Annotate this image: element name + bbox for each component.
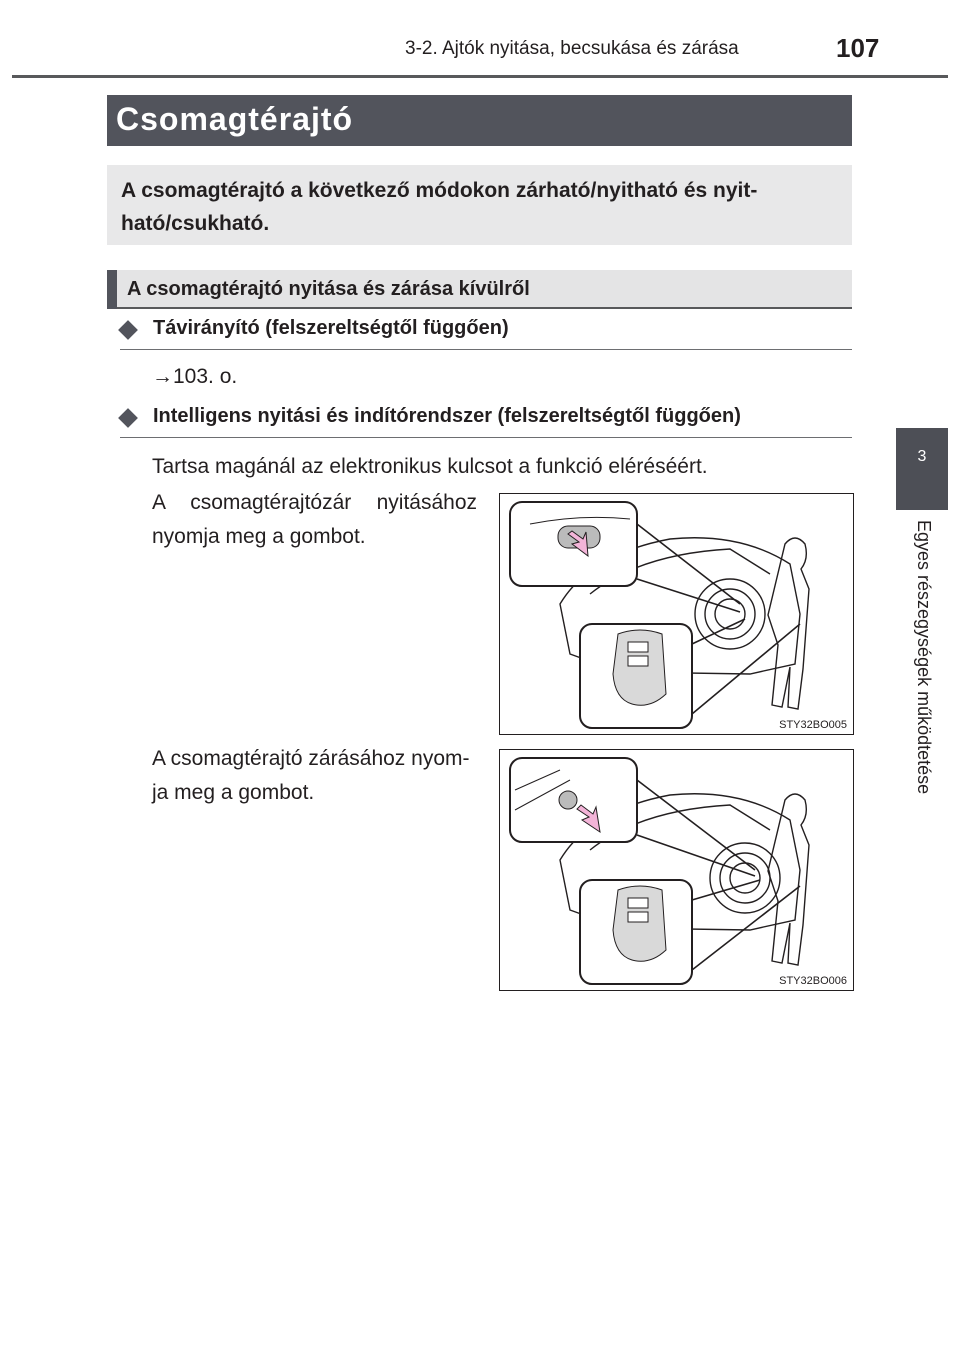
figure-lock: [499, 749, 854, 991]
header-rule: [12, 75, 948, 78]
page-number: 107: [836, 33, 880, 63]
intro-text: A csomagtérajtó a következő módokon zárható/nyitható és nyit-ható/csukható.: [121, 179, 758, 235]
figure-code: STY32BO005: [779, 719, 847, 731]
lock-instruction: A csomagtérajtó zárásához nyom-ja meg a gombot.: [152, 747, 470, 804]
figure-unlock: [499, 493, 854, 735]
chapter-title: Egyes részegységek működtetése: [914, 520, 934, 795]
diamond-icon: [118, 320, 138, 340]
subsection-title: A csomagtérajtó nyitása és zárása kívülről: [127, 278, 530, 300]
car-rear-illustration: [500, 494, 853, 734]
diamond-icon: [118, 408, 138, 428]
bullet-heading: Távirányító (felszereltségtől függően): [153, 317, 509, 339]
subsection-bar: [107, 270, 117, 309]
bullet-smart-entry: [120, 405, 852, 438]
chapter-number: 3: [917, 448, 927, 465]
figure-code: STY32BO006: [779, 975, 847, 987]
smart-entry-text: Tartsa magánál az elektronikus kulcsot a funkció eléréséért.: [152, 455, 708, 478]
header-section-title: 3-2. Ajtók nyitása, becsukása és zárása: [405, 38, 739, 59]
car-rear-illustration: [500, 750, 853, 990]
bullet-remote: [120, 317, 852, 350]
unlock-instruction: A csomagtérajtózár nyitásához nyomja meg a gombot.: [152, 491, 477, 548]
remote-reference[interactable]: →103. o.: [152, 365, 238, 388]
bullet-heading: Intelligens nyitási és indítórendszer (felszereltségtől függően): [153, 405, 741, 427]
chapter-tab: [896, 428, 948, 510]
page-title: Csomagtérajtó: [116, 101, 354, 137]
